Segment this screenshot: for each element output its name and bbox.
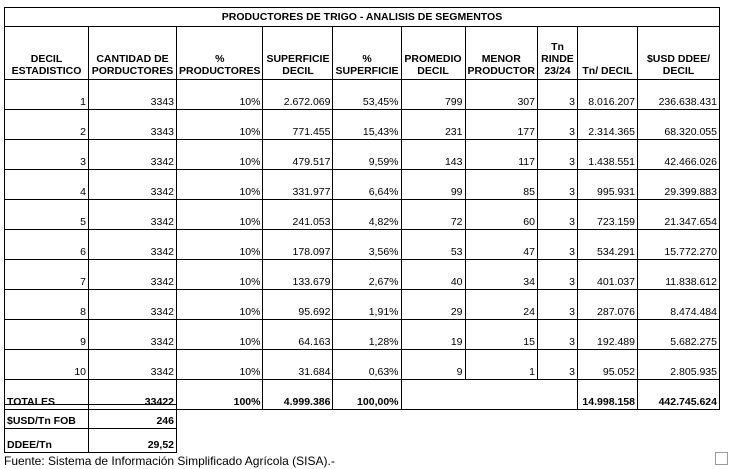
table-cell: 5: [5, 200, 89, 230]
totals-tn-decil: 14.998.158: [577, 380, 637, 410]
table-cell: 95.052: [577, 350, 637, 380]
table-cell: 21.347.654: [637, 200, 719, 230]
column-header: [537, 27, 577, 80]
column-header-line: Tn/ DECIL: [582, 65, 633, 77]
table-row: [5, 140, 720, 170]
totals-productores: 33422: [89, 380, 177, 410]
table-cell: 5.682.275: [637, 320, 719, 350]
table-cell: 10%: [177, 110, 263, 140]
fob-row: [5, 405, 177, 429]
table-cell: 1.438.551: [577, 140, 637, 170]
totals-usd-decil: 442.745.624: [637, 380, 719, 410]
table-cell: 307: [465, 80, 537, 110]
column-header-line: Tn: [551, 41, 564, 53]
fob-label: $USD/Tn FOB: [5, 405, 89, 429]
column-header-line: DECIL: [282, 65, 314, 77]
table-cell: 192.489: [577, 320, 637, 350]
column-header: [637, 27, 719, 80]
table-cell: 10%: [177, 320, 263, 350]
ddee-label: DDEE/Tn: [5, 429, 89, 453]
ddee-row: [5, 429, 177, 453]
table-cell: 771.455: [263, 110, 333, 140]
column-header-line: 23/24: [544, 65, 571, 77]
table-cell: 15.772.270: [637, 230, 719, 260]
table-row: [5, 320, 720, 350]
table-cell: 10%: [177, 260, 263, 290]
table-cell: 15: [465, 320, 537, 350]
table-cell: 3342: [89, 140, 177, 170]
table-cell: 99: [401, 170, 465, 200]
column-header-line: MENOR: [481, 53, 521, 65]
table-cell: 3: [537, 260, 577, 290]
table-cell: 10: [5, 350, 89, 380]
column-header-line: PRODUCTOR: [467, 65, 535, 77]
table-cell: 3: [537, 290, 577, 320]
table-cell: 236.638.431: [637, 80, 719, 110]
table-cell: 1,28%: [333, 320, 401, 350]
table-cell: 42.466.026: [637, 140, 719, 170]
table-title: PRODUCTORES DE TRIGO - ANALISIS DE SEGMENTOS: [5, 8, 720, 27]
table-cell: 0,63%: [333, 350, 401, 380]
column-header-line: SUPERFICIE: [266, 53, 330, 65]
table-cell: 3,56%: [333, 230, 401, 260]
table-cell: 331.977: [263, 170, 333, 200]
table-cell: 3: [537, 170, 577, 200]
fob-value: 246: [89, 405, 177, 429]
table-cell: 479.517: [263, 140, 333, 170]
table-cell: 85: [465, 170, 537, 200]
totals-pct-superficie: 100,00%: [333, 380, 401, 410]
table-cell: 15,43%: [333, 110, 401, 140]
table-cell: 40: [401, 260, 465, 290]
table-cell: 2.805.935: [637, 350, 719, 380]
table-cell: 3342: [89, 200, 177, 230]
column-header: [333, 27, 401, 80]
totals-label: TOTALES: [5, 380, 89, 410]
checkbox[interactable]: [715, 452, 728, 465]
table-cell: 3343: [89, 110, 177, 140]
table-row: [5, 170, 720, 200]
column-header-line: %: [215, 53, 225, 65]
table-cell: 3: [537, 140, 577, 170]
table-cell: 53: [401, 230, 465, 260]
column-header-line: ESTADISTICO: [11, 65, 82, 77]
table-cell: 723.159: [577, 200, 637, 230]
column-header-line: PRODUCTORES: [179, 65, 261, 77]
column-header: [89, 27, 177, 80]
table-cell: 401.037: [577, 260, 637, 290]
column-header-line: %: [362, 53, 372, 65]
ddee-value: 29,52: [89, 429, 177, 453]
table-cell: 34: [465, 260, 537, 290]
table-cell: 241.053: [263, 200, 333, 230]
table-cell: 534.291: [577, 230, 637, 260]
table-cell: 29: [401, 290, 465, 320]
table-cell: 60: [465, 200, 537, 230]
table-cell: 10%: [177, 350, 263, 380]
table-cell: 3: [5, 140, 89, 170]
table-cell: 10%: [177, 200, 263, 230]
table-cell: 19: [401, 320, 465, 350]
table-cell: 3342: [89, 170, 177, 200]
column-header-line: SUPERFICIE: [335, 65, 399, 77]
table-cell: 8: [5, 290, 89, 320]
table-cell: 10%: [177, 80, 263, 110]
table-body: [5, 80, 720, 380]
table-cell: 3: [537, 80, 577, 110]
table-cell: 9: [401, 350, 465, 380]
table-cell: 231: [401, 110, 465, 140]
segment-table: [4, 7, 720, 410]
table-cell: 31.684: [263, 350, 333, 380]
table-row: [5, 260, 720, 290]
column-header-line: DECIL: [417, 65, 449, 77]
header-row: [5, 27, 720, 80]
table-cell: 6: [5, 230, 89, 260]
table-cell: 7: [5, 260, 89, 290]
table-cell: 143: [401, 140, 465, 170]
table-cell: 53,45%: [333, 80, 401, 110]
table-cell: 3: [537, 230, 577, 260]
table-cell: 4: [5, 170, 89, 200]
totals-blank: [401, 380, 577, 410]
table-cell: 2: [5, 110, 89, 140]
table-cell: 10%: [177, 230, 263, 260]
column-header-line: $USD DDEE/: [646, 53, 710, 65]
table-cell: 3342: [89, 320, 177, 350]
column-header-line: RINDE: [541, 53, 574, 65]
table-cell: 1: [465, 350, 537, 380]
table-cell: 68.320.055: [637, 110, 719, 140]
table-cell: 9,59%: [333, 140, 401, 170]
table-cell: 95.692: [263, 290, 333, 320]
table-cell: 2.314.365: [577, 110, 637, 140]
table-cell: 72: [401, 200, 465, 230]
column-header: [5, 27, 89, 80]
table-cell: 1,91%: [333, 290, 401, 320]
table-cell: 8.016.207: [577, 80, 637, 110]
column-header-line: PORDUCTORES: [91, 65, 174, 77]
table-cell: 2.672.069: [263, 80, 333, 110]
title-row: [5, 8, 720, 27]
table-cell: 64.163: [263, 320, 333, 350]
table-cell: 1: [5, 80, 89, 110]
table-row: [5, 200, 720, 230]
extra-table: [4, 404, 177, 453]
table-cell: 47: [465, 230, 537, 260]
totals-superficie: 4.999.386: [263, 380, 333, 410]
column-header: [401, 27, 465, 80]
table-cell: 8.474.484: [637, 290, 719, 320]
column-header: [577, 27, 637, 80]
table-cell: 287.076: [577, 290, 637, 320]
totals-pct-productores: 100%: [177, 380, 263, 410]
table-cell: 3342: [89, 230, 177, 260]
source-note: Fuente: Sistema de Información Simplificado Agrícola (SISA).-: [4, 454, 335, 468]
table-cell: 3343: [89, 80, 177, 110]
table-cell: 3342: [89, 290, 177, 320]
column-header-line: DECIL: [30, 53, 63, 65]
column-header: [177, 27, 263, 80]
column-header: [263, 27, 333, 80]
table-cell: 6,64%: [333, 170, 401, 200]
table-cell: 4,82%: [333, 200, 401, 230]
table-cell: 995.931: [577, 170, 637, 200]
column-header: [465, 27, 537, 80]
table-cell: 29.399.883: [637, 170, 719, 200]
table-cell: 24: [465, 290, 537, 320]
table-cell: 3342: [89, 350, 177, 380]
table-cell: 11.838.612: [637, 260, 719, 290]
table-cell: 177: [465, 110, 537, 140]
table-cell: 117: [465, 140, 537, 170]
table-cell: 3: [537, 200, 577, 230]
table-cell: 3: [537, 350, 577, 380]
table-cell: 178.097: [263, 230, 333, 260]
table-row: [5, 350, 720, 380]
table-cell: 799: [401, 80, 465, 110]
table-row: [5, 110, 720, 140]
table-cell: 3: [537, 110, 577, 140]
table-cell: 9: [5, 320, 89, 350]
table-cell: 133.679: [263, 260, 333, 290]
table-cell: 10%: [177, 170, 263, 200]
table-cell: 10%: [177, 140, 263, 170]
column-header-line: PROMEDIO: [404, 53, 462, 65]
table-cell: 2,67%: [333, 260, 401, 290]
table-row: [5, 80, 720, 110]
column-header-line: CANTIDAD DE: [96, 53, 169, 65]
column-header-line: DECIL: [662, 65, 695, 77]
table-cell: 3342: [89, 260, 177, 290]
table-row: [5, 290, 720, 320]
table-row: [5, 230, 720, 260]
table-cell: 10%: [177, 290, 263, 320]
table-cell: 3: [537, 320, 577, 350]
